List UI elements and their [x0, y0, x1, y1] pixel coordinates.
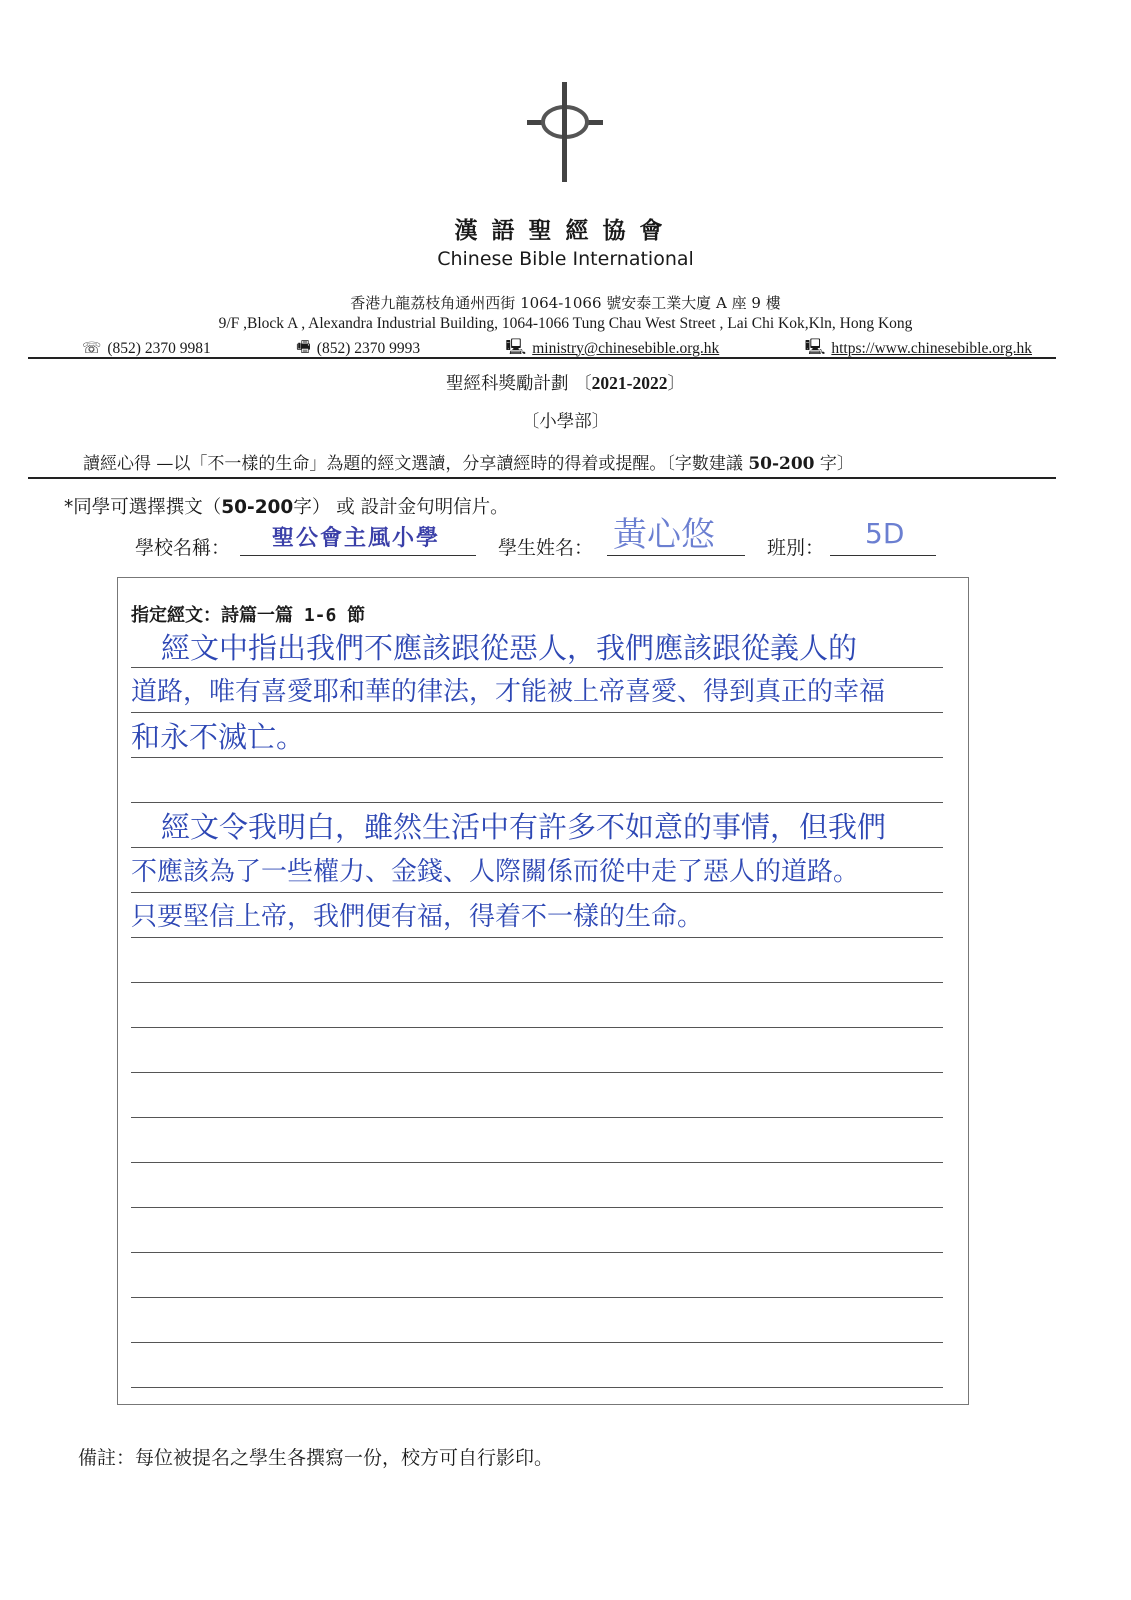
computer-icon: 🖳	[804, 339, 826, 356]
org-name-zh: 漢語聖經協會	[454, 218, 677, 244]
computer-icon: 🖳	[505, 339, 527, 356]
ruled-line	[131, 1162, 943, 1163]
phone-icon: ☏	[82, 340, 102, 357]
program-year: 2021-2022	[591, 373, 668, 393]
word-count-range: 50-200	[748, 454, 815, 474]
program-title: 聖經科獎勵計劃 〔2021-2022〕	[446, 373, 685, 394]
class-field[interactable]	[830, 517, 936, 556]
fax-icon: 🖷	[296, 339, 311, 356]
org-name-en: Chinese Bible International	[437, 248, 694, 270]
ruled-line	[131, 802, 943, 803]
ruled-line	[131, 1297, 943, 1298]
school-field[interactable]	[240, 527, 476, 556]
ruled-line	[131, 1207, 943, 1208]
section-label: 〔小學部〕	[521, 412, 610, 432]
handwritten-line: 和永不滅亡。	[131, 720, 306, 754]
address-zh: 香港九龍荔枝角通州西街 1064-1066 號安泰工業大廈 A 座 9 樓	[350, 294, 781, 312]
handwritten-line: 不應該為了一些權力、金錢、人際關係而從中走了惡人的道路。	[131, 857, 860, 887]
class-label: 班別：	[767, 537, 825, 559]
ruled-line	[131, 1387, 943, 1388]
instruction-divider	[28, 477, 1056, 479]
handwritten-line: 經文令我明白，雖然生活中有許多不如意的事情，但我們	[161, 810, 887, 844]
ruled-line	[131, 1027, 943, 1028]
student-value: 黃心悠	[613, 515, 715, 555]
scripture-reference: 指定經文：詩篇一篇 1-6 節	[131, 605, 366, 626]
phone-contact	[82, 339, 211, 358]
ruled-line	[131, 1342, 943, 1343]
instruction-line: 讀經心得 —以「不一樣的生命」為題的經文選讀，分享讀經時的得着或提醒。〔字數建議 50-200 字〕	[83, 454, 854, 474]
ruled-line	[131, 1072, 943, 1073]
handwritten-line: 道路，唯有喜愛耶和華的律法，才能被上帝喜愛、得到真正的幸福	[131, 677, 886, 707]
handwritten-line: 只要堅信上帝，我們便有福，得着不一樣的生命。	[131, 902, 704, 932]
header-divider	[28, 357, 1056, 359]
footnote: 備註：每位被提名之學生各撰寫一份，校方可自行影印。	[78, 1447, 554, 1469]
organization-logo	[527, 82, 603, 186]
option-note: *同學可選擇撰文（50-200字） 或 設計金句明信片。	[64, 497, 509, 518]
website-link[interactable]: https://www.chinesebible.org.hk	[831, 339, 1032, 357]
address-en: 9/F ,Block A , Alexandra Industrial Building, 1064-1066 Tung Chau West Street , Lai Chi Kok,Kln, Hong Kong	[218, 315, 913, 332]
ruled-line	[131, 1252, 943, 1253]
ruled-line	[131, 982, 943, 983]
student-label: 學生姓名：	[498, 537, 594, 559]
handwritten-line: 經文中指出我們不應該跟從惡人，我們應該跟從義人的	[161, 631, 858, 665]
email-link[interactable]: ministry@chinesebible.org.hk	[532, 339, 720, 357]
class-value: 5D	[865, 517, 905, 550]
school-value: 聖公會主風小學	[272, 525, 441, 551]
school-label: 學校名稱：	[135, 537, 231, 559]
fax-number: (852) 2370 9993	[316, 339, 421, 357]
phone-number: (852) 2370 9981	[107, 339, 211, 357]
option-word-count: 50-200	[221, 497, 294, 518]
ruled-line	[131, 1117, 943, 1118]
student-field[interactable]	[607, 515, 745, 556]
